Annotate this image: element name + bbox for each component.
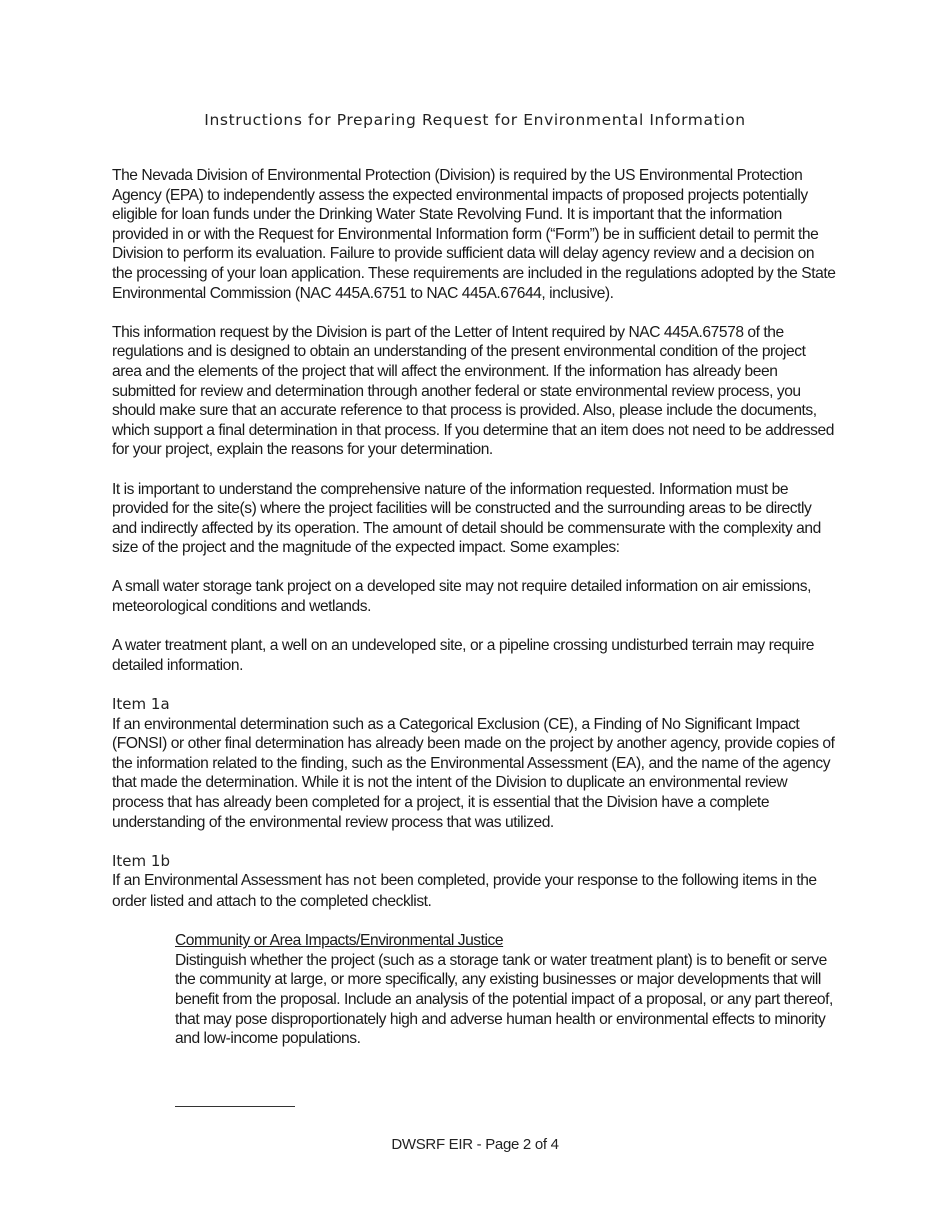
community-text: Distinguish whether the project (such as a storage tank or water treatment plant) is to benefit or serve the community at large, or more specifically, any existing businesses or major developments that will benefit from the proposal. Include an analysis of the potential impact of a proposal, or any part thereof, that may pose disproportionately high and adverse human health or environmental effects to minority and low-income populations. — [175, 951, 833, 1048]
example-treatment-plant: A water treatment plant, a well on an undeveloped site, or a pipeline crossing undisturbed terrain may require detailed information. — [112, 637, 815, 674]
letter-of-intent-paragraph: This information request by the Division is part of the Letter of Intent required by NAC 445A.67578 of the regulations and is designed to obtain an understanding of the present environmental condition of the project area and the elements of the project that will affect the environment. If the information has already been submitted for review and determination through another federal or state environmental review process, you should make sure that an accurate reference to that process is provided. Also, please include the documents, which support a final determination in that process. If you determine that an item does not need to be addressed for your project, explain the reasons for your determination. — [112, 323, 834, 459]
item-1b-text — [112, 871, 838, 911]
item-1b-text-after: been completed, provide your response to the following items in the order listed and attach to the completed checklist. — [112, 872, 817, 910]
community-title: Community or Area Impacts/Environmental Justice — [175, 932, 504, 950]
document-title: Instructions for Preparing Request for Environmental Information — [204, 111, 746, 129]
item-1a-text: If an environmental determination such as a Categorical Exclusion (CE), a Finding of No Significant Impact (FONSI) or other final determination has already been made on the project by another agency, provide copies of the information related to the finding, such as the Environmental Assessment (EA), and the name of the agency that made the determination. While it is not the intent of the Division to duplicate an environmental review process that has already been completed for a project, it is essential that the Division have a complete understanding of the environmental review process that was utilized. — [112, 715, 835, 831]
comprehensive-nature-paragraph: It is important to understand the comprehensive nature of the information requested. Information must be provided for the site(s) where the project facilities will be constructed and the surrounding areas to be directly and indirectly affected by its operation. The amount of detail should be commensurate with the complexity and size of the project and the magnitude of the expected impact. Some examples: — [112, 480, 821, 557]
intro-paragraph: The Nevada Division of Environmental Protection (Division) is required by the US Environmental Protection Agency (EPA) to independently assess the expected environmental impacts of proposed projects potentially eligible for loan funds under the Drinking Water State Revolving Fund. It is important that the information provided in or with the Request for Environmental Information form (“Form”) be in sufficient detail to permit the Division to perform its evaluation. Failure to provide sufficient data will delay agency review and a decision on the processing of your loan application. These requirements are included in the regulations adopted by the State Environmental Commission (NAC 445A.6751 to NAC 445A.67644, inclusive). — [112, 167, 836, 302]
item-1b-text-before: If an Environmental Assessment has — [112, 872, 353, 890]
item-1b-heading: Item 1b — [112, 851, 170, 870]
item-1b-emphasis: not — [352, 873, 377, 890]
footnote-separator — [175, 1106, 295, 1107]
document-body — [112, 166, 838, 1049]
example-storage-tank: A small water storage tank project on a developed site may not require detailed information on air emissions, meteorological conditions and wetlands. — [112, 578, 811, 616]
community-section — [175, 931, 838, 1049]
item-1a-heading: Item 1a — [112, 695, 170, 714]
page-footer: DWSRF EIR - Page 2 of 4 — [391, 1136, 559, 1153]
